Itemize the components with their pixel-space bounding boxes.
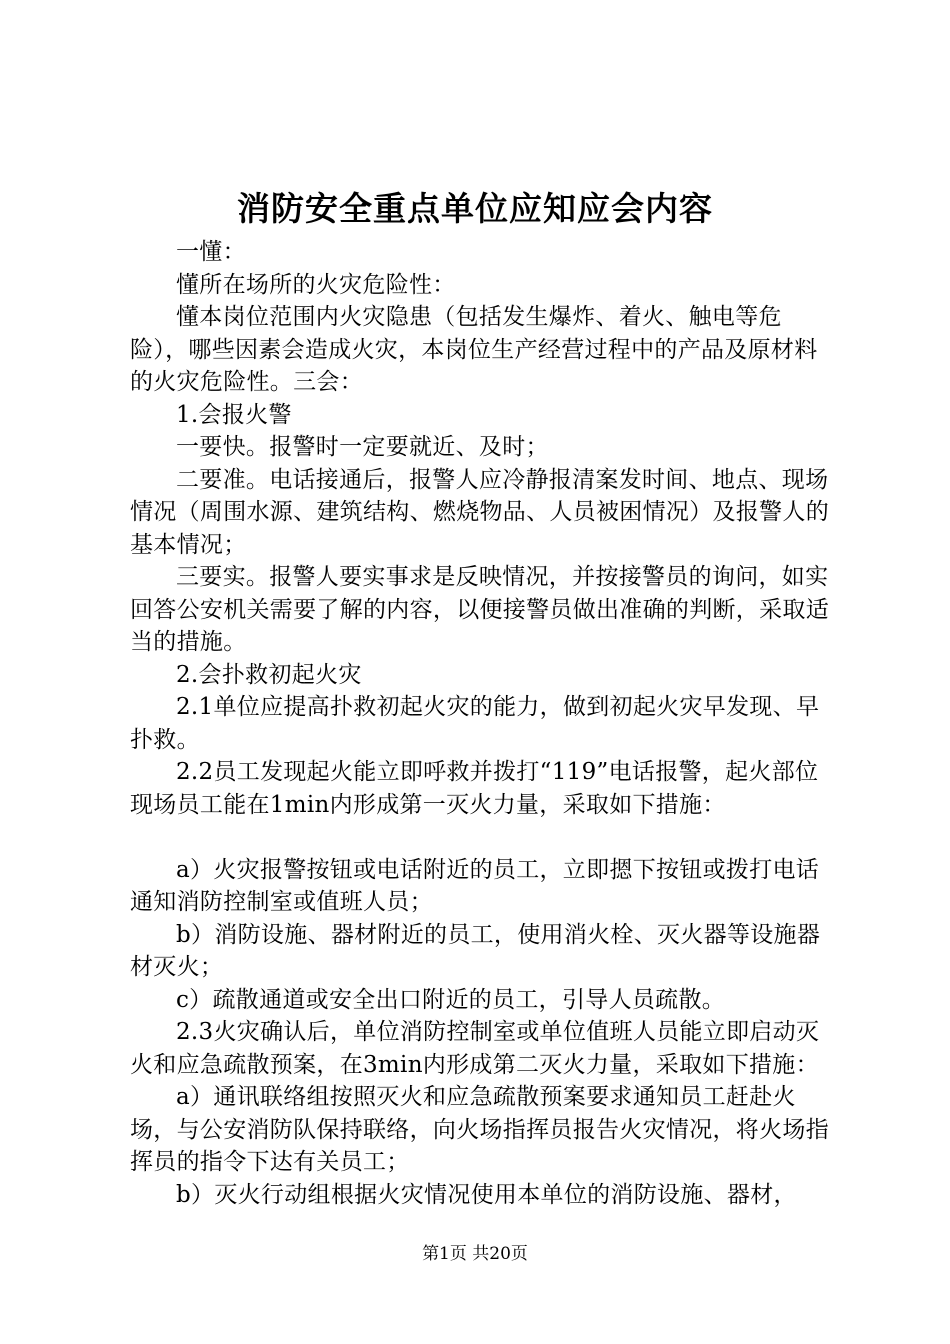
document-title: 消防安全重点单位应知应会内容 (237, 189, 713, 228)
paragraph: 懂所在场所的火灾危险性： (176, 271, 456, 298)
paragraph: a）火灾报警按钮或电话附近的员工，立即摁下按钮或拨打电话通知消防控制室或值班人员； (130, 856, 820, 915)
document-body (130, 236, 835, 1211)
page-number-footer: 第1页 共20页 (422, 1244, 528, 1264)
paragraph: b）消防设施、器材附近的员工，使用消火栓、灭火器等设施器材灭火； (130, 921, 821, 980)
paragraph: 一懂： (176, 239, 246, 265)
paragraph: 2.会扑救初起火灾 (176, 661, 362, 688)
paragraph: 2.1单位应提高扑救初起火灾的能力，做到初起火灾早发现、早扑救。 (130, 694, 820, 753)
paragraph: 三要实。报警人要实事求是反映情况，并按接警员的询问，如实回答公安机关需要了解的内容，以便接警员做出准确的判断，采取适当的措施。 (130, 564, 829, 655)
paragraph: 1.会报火警 (176, 401, 292, 428)
blank-line (130, 821, 835, 854)
paragraph: 2.2员工发现起火能立即呼救并拨打“119”电话报警，起火部位现场员工能在1min内形成第一灭火力量，采取如下措施： (130, 759, 819, 818)
paragraph: 懂本岗位范围内火灾隐患（包括发生爆炸、着火、触电等危险），哪些因素会造成火灾，本岗位生产经营过程中的产品及原材料的火灾危险性。三会： (130, 304, 818, 395)
paragraph: c）疏散通道或安全出口附近的员工，引导人员疏散。 (176, 986, 726, 1013)
paragraph: 二要准。电话接通后，报警人应冷静报清案发时间、地点、现场情况（周围水源、建筑结构、燃烧物品、人员被困情况）及报警人的基本情况； (130, 466, 829, 558)
paragraph: 一要快。报警时一定要就近、及时； (176, 434, 549, 460)
paragraph: 2.3火灾确认后，单位消防控制室或单位值班人员能立即启动灭火和应急疏散预案，在3min内形成第二灭火力量，采取如下措施： (130, 1019, 820, 1078)
paragraph: a）通讯联络组按照灭火和应急疏散预案要求通知员工赶赴火场，与公安消防队保持联络，向火场指挥员报告火灾情况，将火场指挥员的指令下达有关员工； (130, 1084, 829, 1175)
paragraph: b）灭火行动组根据火灾情况使用本单位的消防设施、器材， (176, 1181, 797, 1208)
